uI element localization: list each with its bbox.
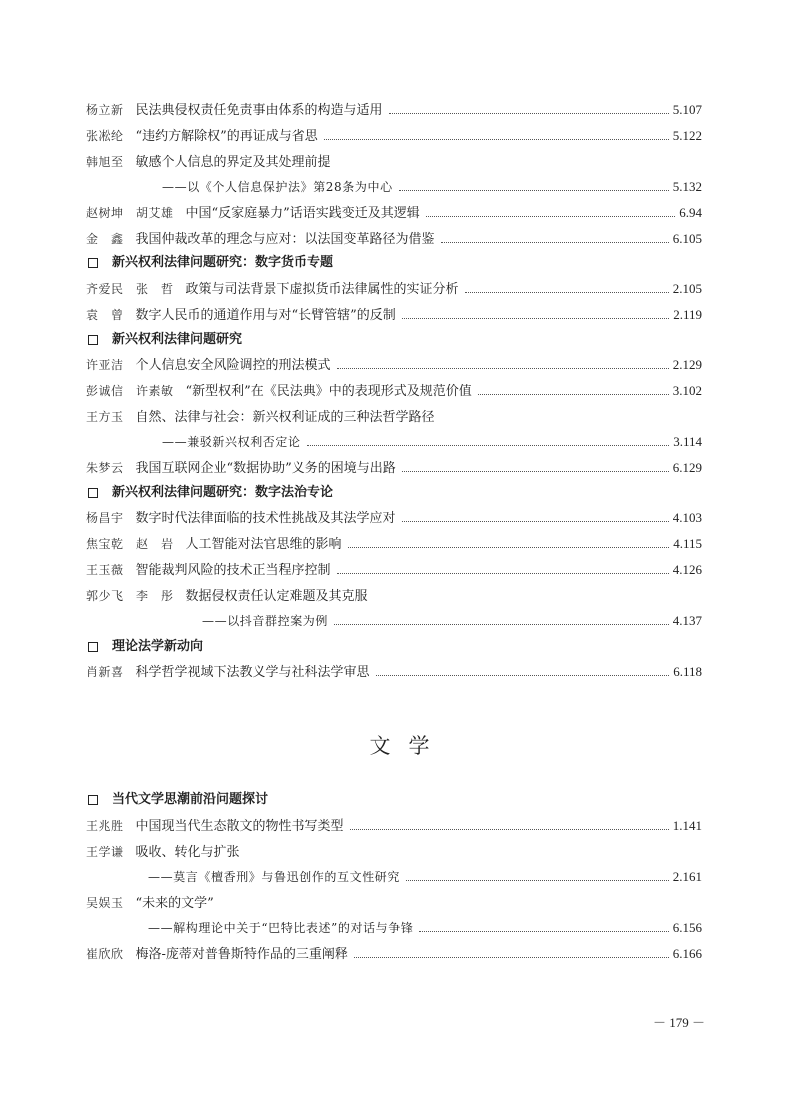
toc-entry <box>86 531 702 557</box>
section-header <box>88 788 268 812</box>
dot-leader <box>465 292 669 293</box>
dot-leader <box>389 113 669 114</box>
entry-page: 6.118 <box>673 664 702 679</box>
subtitle-page: 4.137 <box>672 613 702 628</box>
entry-authors: 肖新喜 <box>86 665 124 679</box>
toc-entry <box>86 97 702 123</box>
toc-entry <box>86 404 702 430</box>
entry-authors: 赵树坤 胡艾雄 <box>86 206 174 220</box>
entry-title: 数据侵权责任认定难题及其克服 <box>185 589 368 604</box>
entry-title: 人工智能对法官思维的影响 <box>185 537 342 552</box>
dot-leader <box>441 242 669 243</box>
entry-title: 智能裁判风险的技术正当程序控制 <box>135 563 331 578</box>
entry-page: 5.122 <box>672 128 702 143</box>
subtitle-page: 5.132 <box>672 179 702 194</box>
subtitle-page: 3.114 <box>673 434 702 449</box>
dot-leader <box>406 880 669 881</box>
dot-leader <box>350 829 669 830</box>
entry-authors: 崔欣欣 <box>86 947 124 961</box>
dot-leader <box>337 368 669 369</box>
section-title: 新兴权利法律问题研究：数字法治专论 <box>112 485 334 500</box>
entry-page: 6.166 <box>672 946 702 961</box>
subtitle-text: ——兼驳新兴权利否定论 <box>162 435 301 449</box>
entry-title: 梅洛-庞蒂对普鲁斯特作品的三重阐释 <box>135 947 348 962</box>
entry-authors: 郭少飞 李 彤 <box>86 589 174 603</box>
entry-page: 2.129 <box>672 357 702 372</box>
toc-entry <box>86 352 702 378</box>
dot-leader <box>307 445 670 446</box>
entry-title: “未来的文学” <box>135 896 214 911</box>
toc-entry <box>86 583 702 609</box>
entry-page: 2.119 <box>673 307 702 322</box>
entry-title: 个人信息安全风险调控的刑法模式 <box>135 358 331 373</box>
section-title: 新兴权利法律问题研究：数字货币专题 <box>112 255 334 270</box>
entry-authors: 王玉薇 <box>86 563 124 577</box>
entry-page: 1.141 <box>672 818 702 833</box>
toc-entry <box>86 659 702 685</box>
dot-leader <box>337 573 669 574</box>
toc-entry <box>86 813 702 839</box>
subtitle-page: 2.161 <box>672 869 702 884</box>
dot-leader <box>376 675 670 676</box>
entry-page: 5.107 <box>672 102 702 117</box>
section-header <box>88 328 242 352</box>
dot-leader <box>399 190 669 191</box>
dot-leader <box>324 139 669 140</box>
square-bullet-icon <box>88 335 98 345</box>
entry-authors: 杨立新 <box>86 103 124 117</box>
toc-entry <box>86 455 702 481</box>
dot-leader <box>402 318 669 319</box>
toc-subtitle <box>162 174 702 200</box>
entry-page: 3.102 <box>672 383 702 398</box>
subtitle-text: ——以《个人信息保护法》第28条为中心 <box>162 180 393 194</box>
entry-authors: 焦宝乾 赵 岩 <box>86 537 174 551</box>
entry-title: 我国仲裁改革的理念与应对：以法国变革路径为借鉴 <box>135 232 435 247</box>
section-header <box>88 481 333 505</box>
entry-authors: 王方玉 <box>86 410 124 424</box>
entry-page: 6.105 <box>672 231 702 246</box>
entry-page: 4.115 <box>673 536 702 551</box>
entry-page: 4.103 <box>672 510 702 525</box>
entry-authors: 王学谦 <box>86 845 124 859</box>
toc-subtitle <box>202 608 702 634</box>
subtitle-text: ——以抖音群控案为例 <box>202 614 329 628</box>
square-bullet-icon <box>88 642 98 652</box>
entry-authors: 许亚洁 <box>86 358 124 372</box>
toc-entry <box>86 302 702 328</box>
square-bullet-icon <box>88 258 98 268</box>
entry-authors: 彭诚信 许素敏 <box>86 384 174 398</box>
entry-authors: 韩旭至 <box>86 155 124 169</box>
entry-title: 科学哲学视域下法教义学与社科法学审思 <box>135 665 370 680</box>
entry-title: 数字时代法律面临的技术性挑战及其法学应对 <box>135 511 396 526</box>
entry-title: “新型权利”在《民法典》中的表现形式及规范价值 <box>185 384 472 399</box>
toc-entry <box>86 839 702 865</box>
dot-leader <box>348 547 670 548</box>
dot-leader <box>354 957 669 958</box>
entry-authors: 袁 曾 <box>86 308 124 322</box>
entry-page: 4.126 <box>672 562 702 577</box>
dot-leader <box>426 216 675 217</box>
entry-page: 2.105 <box>672 281 702 296</box>
dot-leader <box>478 394 669 395</box>
square-bullet-icon <box>88 795 98 805</box>
entry-authors: 杨昌宇 <box>86 511 124 525</box>
entry-title: 中国“反家庭暴力”话语实践变迁及其逻辑 <box>185 206 420 221</box>
entry-authors: 吴娱玉 <box>86 896 124 910</box>
entry-title: 中国现当代生态散文的物性书写类型 <box>135 819 344 834</box>
entry-page: 6.129 <box>672 460 702 475</box>
toc-entry <box>86 123 702 149</box>
toc-entry <box>86 276 702 302</box>
toc-subtitle <box>148 915 702 941</box>
toc-entry <box>86 200 702 226</box>
entry-title: 我国互联网企业“数据协助”义务的困境与出路 <box>135 461 396 476</box>
section-title: 当代文学思潮前沿问题探讨 <box>112 792 269 807</box>
entry-authors: 金 鑫 <box>86 232 124 246</box>
dot-leader <box>419 931 668 932</box>
section-heading: 文学 <box>369 734 448 758</box>
toc-entry <box>86 149 702 175</box>
toc-entry <box>86 226 702 252</box>
entry-title: 政策与司法背景下虚拟货币法律属性的实证分析 <box>185 282 459 297</box>
toc-subtitle <box>162 429 702 455</box>
toc-entry <box>86 941 702 967</box>
entry-title: 吸收、转化与扩张 <box>135 845 240 860</box>
subtitle-page: 6.156 <box>672 920 702 935</box>
entry-title: 数字人民币的通道作用与对“长臂管辖”的反制 <box>135 308 396 323</box>
square-bullet-icon <box>88 488 98 498</box>
entry-authors: 朱梦云 <box>86 461 124 475</box>
page-number: － 179 － <box>652 1015 705 1030</box>
entry-title: 自然、法律与社会：新兴权利证成的三种法哲学路径 <box>135 410 435 425</box>
dot-leader <box>402 521 669 522</box>
entry-authors: 王兆胜 <box>86 819 124 833</box>
toc-entry <box>86 378 702 404</box>
toc-entry <box>86 505 702 531</box>
dot-leader <box>334 624 669 625</box>
entry-authors: 张凇纶 <box>86 129 124 143</box>
dot-leader <box>402 471 669 472</box>
entry-authors: 齐爱民 张 哲 <box>86 282 174 296</box>
toc-entry <box>86 890 702 916</box>
section-title: 新兴权利法律问题研究 <box>112 332 243 347</box>
entry-title: 民法典侵权责任免责事由体系的构造与适用 <box>135 103 383 118</box>
subtitle-text: ——解构理论中关于“巴特比表述”的对话与争锋 <box>148 921 414 935</box>
section-header <box>88 635 203 659</box>
toc-entry <box>86 557 702 583</box>
entry-title: “违约方解除权”的再证成与省思 <box>135 129 318 144</box>
toc-subtitle <box>148 864 702 890</box>
entry-page: 6.94 <box>679 205 702 220</box>
entry-title: 敏感个人信息的界定及其处理前提 <box>135 155 331 170</box>
subtitle-text: ——莫言《檀香刑》与鲁迅创作的互文性研究 <box>148 870 401 884</box>
section-title: 理论法学新动向 <box>112 639 204 654</box>
section-header <box>88 251 333 275</box>
